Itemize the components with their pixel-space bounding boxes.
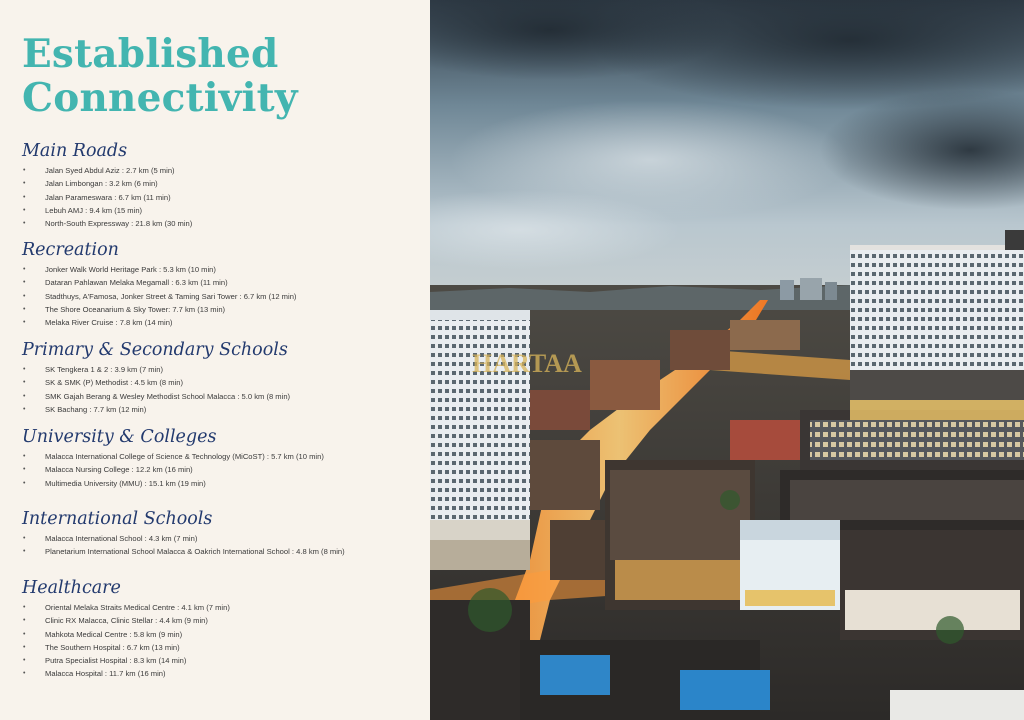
list-item: • Dataran Pahlawan Melaka Megamall : 6.3 km (11 min): [22, 276, 296, 289]
section-university: [22, 427, 324, 490]
section-international-schools: [22, 509, 345, 559]
list-item: • Stadthuys, A'Famosa, Jonker Street & Taming Sari Tower : 6.7 km (12 min): [22, 290, 296, 303]
title-line-1: Established: [22, 31, 279, 77]
list-item: • Putra Specialist Hospital : 8.3 km (14 min): [22, 654, 230, 667]
watermark-text: HARTAA: [472, 349, 582, 378]
section-schools: [22, 340, 290, 416]
city-skyline-image: [430, 0, 1024, 720]
info-panel: [0, 0, 430, 720]
title-line-2: Connectivity: [22, 75, 298, 121]
section-heading: Healthcare: [22, 578, 121, 598]
list-item: • Malacca Hospital : 11.7 km (16 min): [22, 667, 230, 680]
list-item: • Mahkota Medical Centre : 5.8 km (9 min): [22, 628, 230, 641]
section-heading: Recreation: [22, 240, 119, 260]
page-title: [22, 32, 298, 120]
list-item: • Clinic RX Malacca, Clinic Stellar : 4.4 km (9 min): [22, 614, 230, 627]
item-list: [22, 601, 230, 681]
section-heading: Primary & Secondary Schools: [22, 340, 288, 360]
item-list: [22, 164, 192, 230]
item-list: [22, 363, 290, 416]
list-item: • Jalan Parameswara : 6.7 km (11 min): [22, 191, 192, 204]
list-item: • SMK Gajah Berang & Wesley Methodist School Malacca : 5.0 km (8 min): [22, 390, 290, 403]
item-list: [22, 263, 296, 329]
section-recreation: [22, 240, 296, 329]
city-photo: [430, 0, 1024, 720]
list-item: • SK Bachang : 7.7 km (12 min): [22, 403, 290, 416]
list-item: • Planetarium International School Malacca & Oakrich International School : 4.8 km (8 min): [22, 545, 345, 558]
list-item: • Jalan Limbongan : 3.2 km (6 min): [22, 177, 192, 190]
list-item: • Malacca International College of Science & Technology (MiCoST) : 5.7 km (10 min): [22, 450, 324, 463]
section-healthcare: [22, 578, 230, 681]
list-item: • The Shore Oceanarium & Sky Tower: 7.7 km (13 min): [22, 303, 296, 316]
section-heading: University & Colleges: [22, 427, 217, 447]
section-main-roads: [22, 141, 192, 230]
section-heading: International Schools: [22, 509, 213, 529]
list-item: • Lebuh AMJ : 9.4 km (15 min): [22, 204, 192, 217]
list-item: • SK Tengkera 1 & 2 : 3.9 km (7 min): [22, 363, 290, 376]
item-list: [22, 532, 345, 559]
list-item: • Jalan Syed Abdul Aziz : 2.7 km (5 min): [22, 164, 192, 177]
list-item: • Multimedia University (MMU) : 15.1 km (19 min): [22, 477, 324, 490]
list-item: • Malacca Nursing College : 12.2 km (16 min): [22, 463, 324, 476]
item-list: [22, 450, 324, 490]
list-item: • Jonker Walk World Heritage Park : 5.3 km (10 min): [22, 263, 296, 276]
list-item: • The Southern Hospital : 6.7 km (13 min): [22, 641, 230, 654]
list-item: • Malacca International School : 4.3 km (7 min): [22, 532, 345, 545]
section-heading: Main Roads: [22, 141, 128, 161]
list-item: • Melaka River Cruise : 7.8 km (14 min): [22, 316, 296, 329]
list-item: • North-South Expressway : 21.8 km (30 min): [22, 217, 192, 230]
list-item: • Oriental Melaka Straits Medical Centre : 4.1 km (7 min): [22, 601, 230, 614]
list-item: • SK & SMK (P) Methodist : 4.5 km (8 min): [22, 376, 290, 389]
